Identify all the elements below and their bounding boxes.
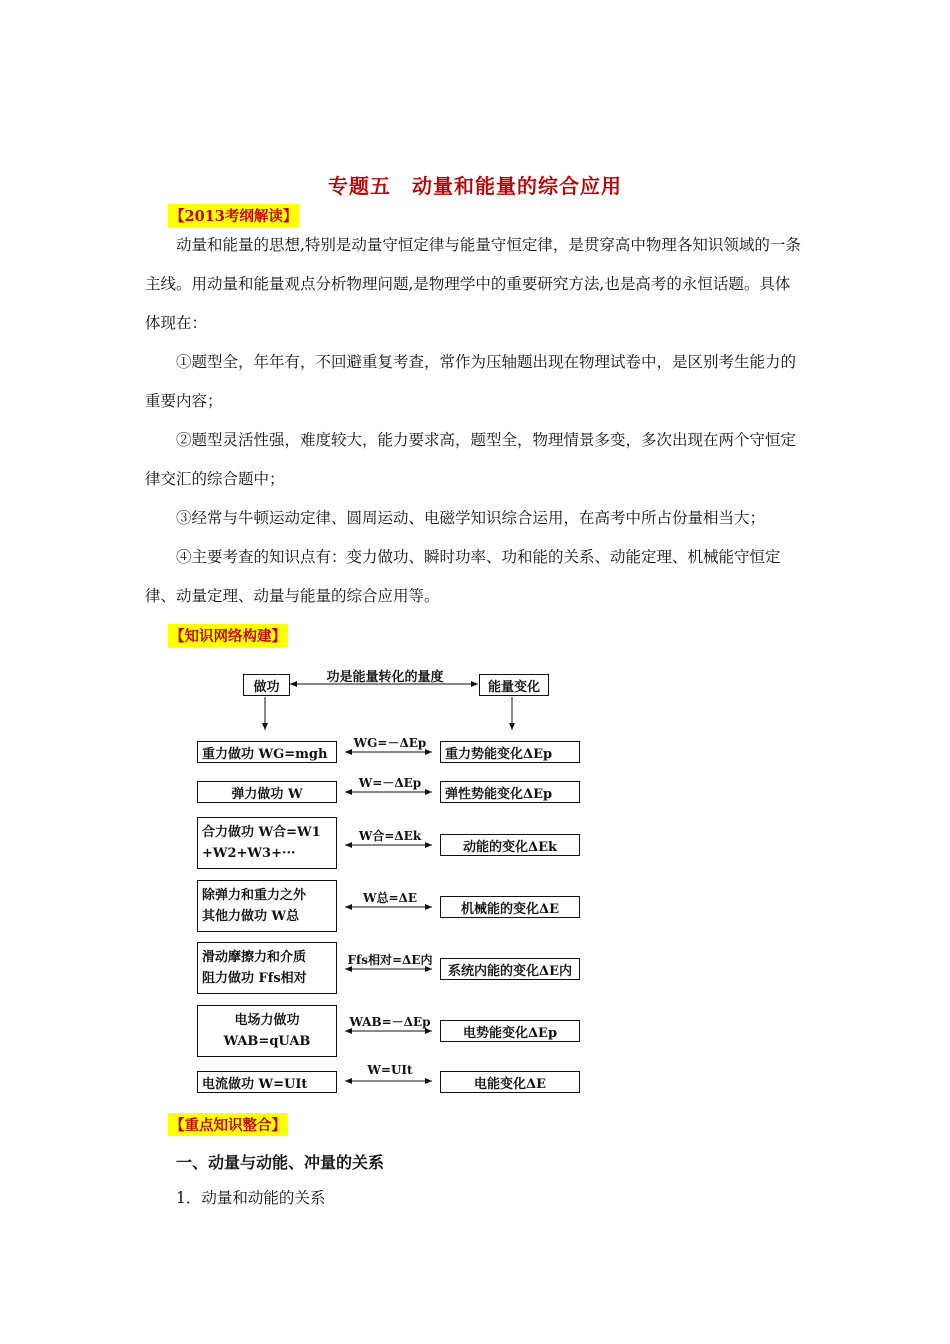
relation-net-force: W合=ΔEk <box>358 829 422 843</box>
heading-2: 1．动量和动能的关系 <box>176 1189 326 1207</box>
relation-electric: W=UIt <box>367 1063 413 1077</box>
left-box-line: 阻力做功 Ffs相对 <box>202 971 307 986</box>
section-tag-reading: 【2013考纲解读】 <box>168 204 299 227</box>
relation-electric-potential: WAB=－ΔEp <box>349 1015 431 1029</box>
relation-internal: Ffs相对=ΔE内 <box>347 953 433 967</box>
heading-1: 一、动量与动能、冲量的关系 <box>176 1153 385 1172</box>
right-box-electric-potential: 电势能变化ΔEp <box>440 1020 580 1042</box>
relation-gravity: WG=－ΔEp <box>353 736 427 750</box>
left-box-current: 电流做功 W=UIt <box>197 1071 337 1093</box>
left-box-friction <box>197 942 337 994</box>
left-box-line: 滑动摩擦力和介质 <box>202 950 307 965</box>
intro-point-4: ④主要考查的知识点有：变力做功、瞬时功率、功和能的关系、动能定理、机械能守恒定律、动量定理、动量与能量的综合应用等。 <box>145 548 781 605</box>
left-box-electric-field <box>197 1005 337 1057</box>
right-box-mechanical: 机械能的变化ΔE <box>440 896 580 918</box>
left-box-line: +W2+W3+··· <box>202 846 296 861</box>
right-box-gravity: 重力势能变化ΔEp <box>440 741 580 763</box>
relation-mechanical: W总=ΔE <box>363 891 417 905</box>
right-box-electric: 电能变化ΔE <box>440 1071 580 1093</box>
intro-paragraph: 动量和能量的思想,特别是动量守恒定律与能量守恒定律，是贯穿高中物理各知识领域的一条主线。用动量和能量观点分析物理问题,是物理学中的重要研究方法,也是高考的永恒话题。具体体现在： <box>145 236 801 332</box>
left-box-elastic: 弹力做功 W <box>197 781 337 803</box>
left-box-line: WAB=qUAB <box>223 1034 311 1049</box>
intro-point-2: ②题型灵活性强，难度较大，能力要求高，题型全，物理情景多变，多次出现在两个守恒定律交汇的综合题中； <box>145 431 797 488</box>
right-box-internal: 系统内能的变化ΔE内 <box>440 958 580 980</box>
left-box-line: 其他力做功 W总 <box>202 909 300 924</box>
relation-elastic: W=－ΔEp <box>358 776 422 790</box>
left-box-net-force <box>197 817 337 869</box>
left-box-other-forces <box>197 880 337 932</box>
intro-point-3: ③经常与牛顿运动定律、圆周运动、电磁学知识综合运用，在高考中所占份量相当大； <box>176 509 766 527</box>
left-box-gravity: 重力做功 WG=mgh <box>197 741 337 763</box>
section-tag-key: 【重点知识整合】 <box>168 1113 288 1136</box>
box-energy-change: 能量变化 <box>479 674 549 696</box>
intro-point-1: ①题型全，年年有，不回避重复考查，常作为压轴题出现在物理试卷中，是区别考生能力的重要内容； <box>145 353 797 410</box>
right-box-elastic: 弹性势能变化ΔEp <box>440 781 580 803</box>
left-box-line: 合力做功 W合=W1 <box>202 825 321 840</box>
right-box-kinetic: 动能的变化ΔEk <box>440 834 580 856</box>
box-work: 做功 <box>243 674 290 696</box>
section-tag-network: 【知识网络构建】 <box>168 624 288 647</box>
relation-top: 功是能量转化的量度 <box>326 670 444 685</box>
left-box-line: 电场力做功 <box>234 1013 300 1028</box>
page-title: 专题五 动量和能量的综合应用 <box>328 174 622 198</box>
left-box-line: 除弹力和重力之外 <box>202 888 307 903</box>
